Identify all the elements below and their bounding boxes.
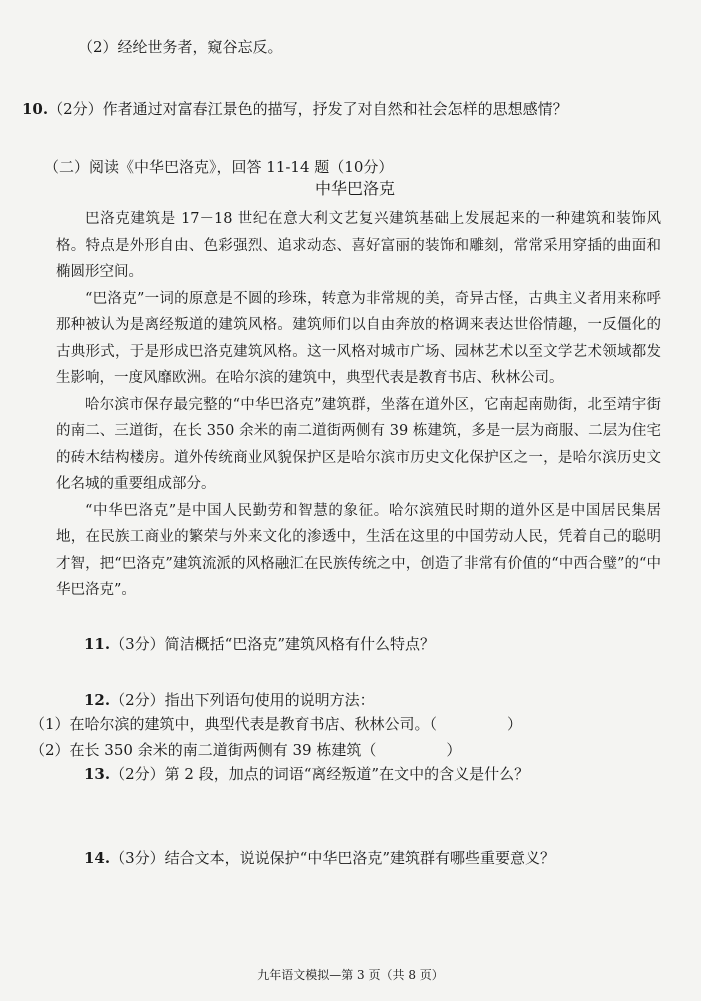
question-13 bbox=[84, 764, 529, 784]
article-paragraph: “中华巴洛克”是中国人民勤劳和智慧的象征。哈尔滨殖民时期的道外区是中国居民集居地，在民族工商业的繁荣与外来文化的渗透中，生活在这里的中国劳动人民，凭着自己的聪明才智，把“巴洛克”建筑流派的风格融汇在民族传统之中，创造了非常有价值的“中西合璧”的“中华巴洛克”。 bbox=[56, 502, 661, 598]
question-12 bbox=[84, 690, 375, 710]
article-paragraph: 哈尔滨市保存最完整的“中华巴洛克”建筑群，坐落在道外区，它南起南勋街，北至靖宇街的南二、三道街，在长 350 余米的南二道街两侧有 39 栋建筑，多是一层为商服、二层为住宅的砖木结构楼房。道外传统商业风貌保护区是哈尔滨市历史文化保护区之一，是哈尔滨历史文化名城的重要组成部分。 bbox=[56, 396, 661, 492]
article-paragraph: 巴洛克建筑是 17－18 世纪在意大利文艺复兴建筑基础上发展起来的一种建筑和装饰风格。特点是外形自由、色彩强烈、追求动态、喜好富丽的装饰和雕刻，常常采用穿插的曲面和椭圆形空间。 bbox=[56, 211, 661, 280]
q9-item-2: （2）经纶世务者，窥谷忘反。 bbox=[78, 38, 283, 56]
question-10 bbox=[22, 99, 568, 119]
question-11-number: 11. bbox=[84, 635, 111, 653]
article-paragraph: “巴洛克”一词的原意是不圆的珍珠，转意为非常规的美，奇异古怪，古典主义者用来称呼那种被认为是离经叛道的建筑风格。建筑师们以自由奔放的格调来表达世俗情趣，一反僵化的古典形式，于是形成巴洛克建筑风格。这一风格对城市广场、园林艺术以至文学艺术领域都发生影响，一度风靡欧洲。在哈尔滨的建筑中，典型代表是教育书店、秋林公司。 bbox=[56, 290, 661, 386]
question-12-number: 12. bbox=[84, 691, 111, 709]
section-2-header: （二）阅读《中华巴洛克》，回答 11-14 题（10分） bbox=[44, 158, 394, 176]
question-13-number: 13. bbox=[84, 765, 111, 783]
question-12-text: （2分）指出下列语句使用的说明方法： bbox=[110, 691, 375, 709]
question-11 bbox=[84, 634, 435, 654]
question-12-item-1: （1）在哈尔滨的建筑中，典型代表是教育书店、秋林公司。（ ） bbox=[30, 715, 523, 733]
question-13-text: （2分）第 2 段，加点的词语“离经叛道”在文中的含义是什么？ bbox=[110, 765, 530, 783]
question-14-text: （3分）结合文本，说说保护“中华巴洛克”建筑群有哪些重要意义？ bbox=[110, 849, 555, 867]
question-12-item-2: （2）在长 350 余米的南二道街两侧有 39 栋建筑（ ） bbox=[30, 741, 462, 759]
question-10-text: （2分）作者通过对富春江景色的描写，抒发了对自然和社会怎样的思想感情？ bbox=[48, 100, 568, 118]
question-11-text: （3分）简洁概括“巴洛克”建筑风格有什么特点？ bbox=[110, 635, 435, 653]
article-title: 中华巴洛克 bbox=[315, 179, 396, 198]
question-14 bbox=[84, 848, 555, 868]
question-10-number: 10. bbox=[22, 100, 49, 118]
page-footer: 九年语文模拟—第 3 页（共 8 页） bbox=[257, 968, 444, 982]
question-14-number: 14. bbox=[84, 849, 111, 867]
article-body bbox=[56, 206, 661, 604]
